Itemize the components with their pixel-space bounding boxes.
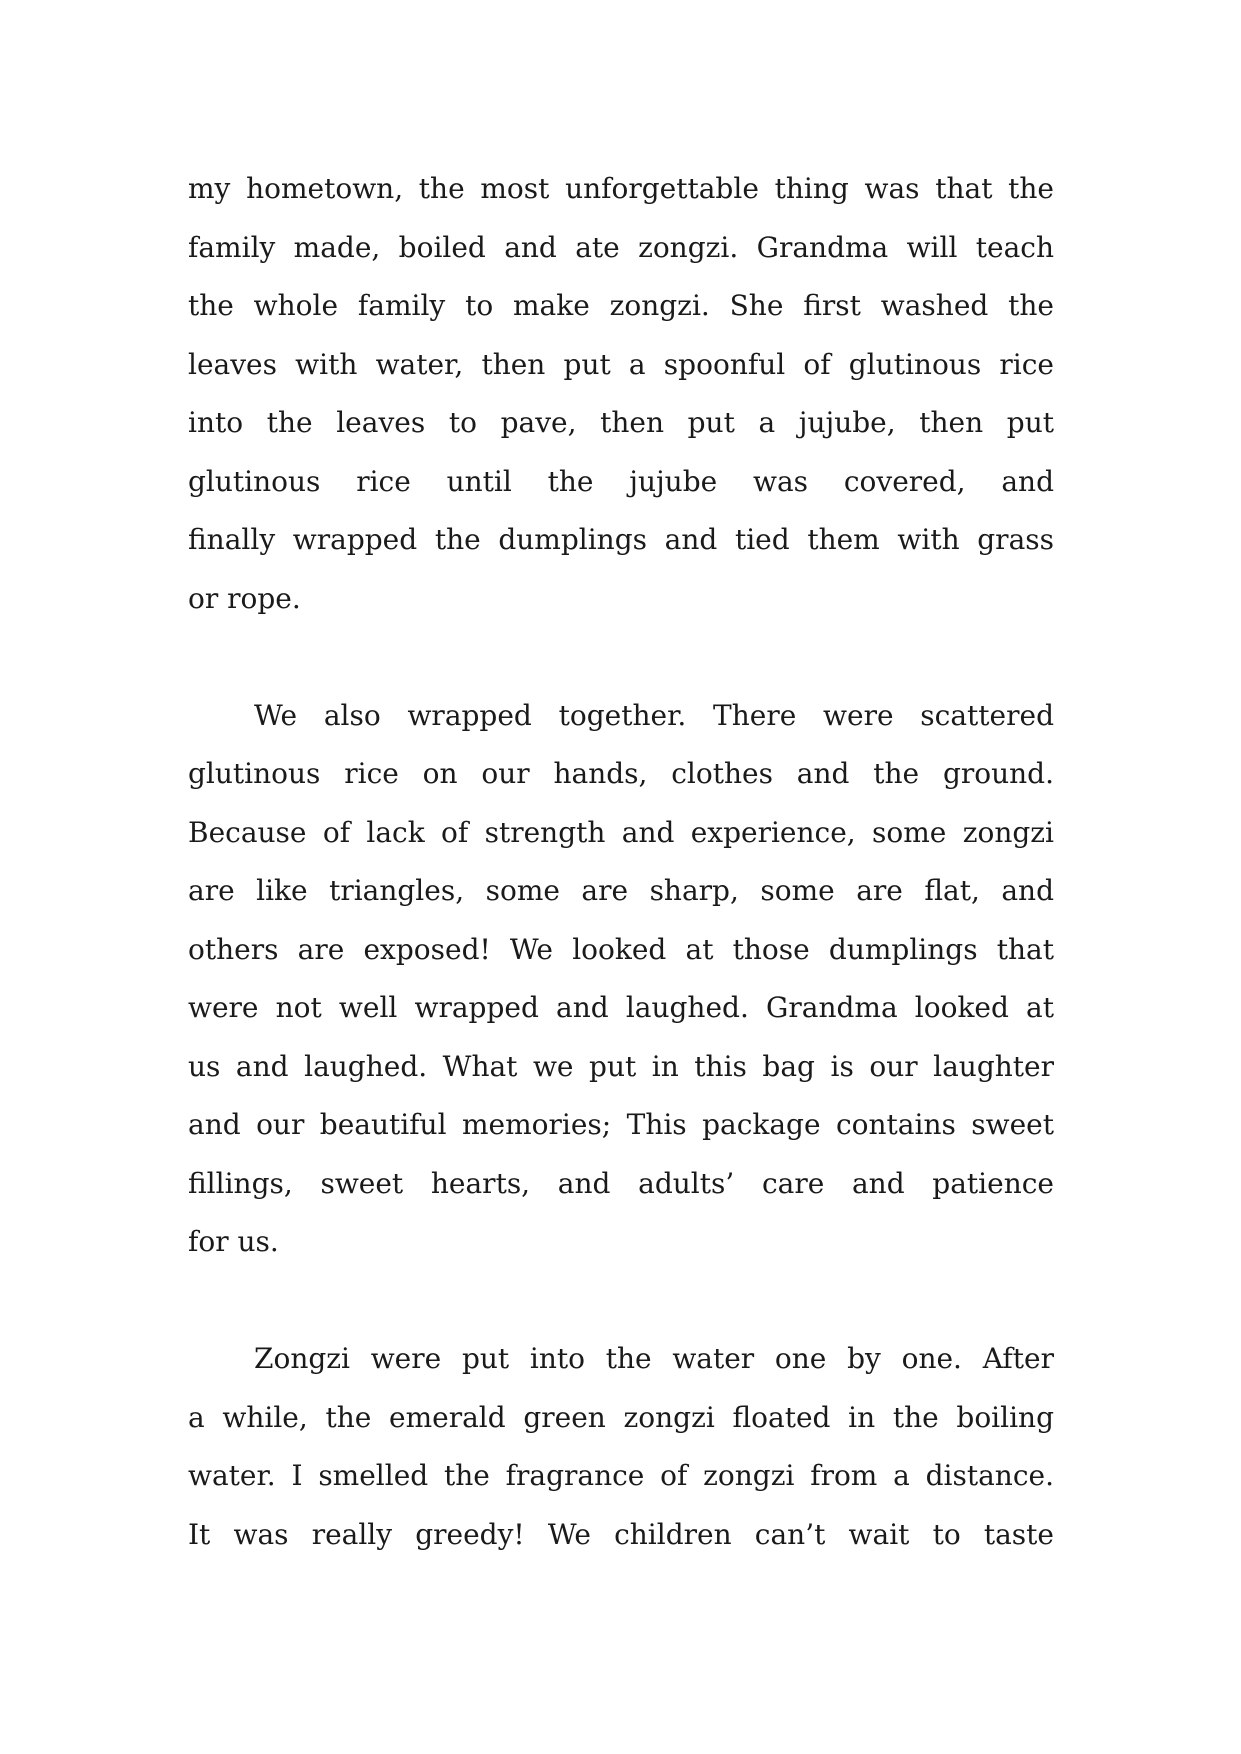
text-line: a while, the emerald green zongzi floated in the boiling — [188, 1400, 1054, 1434]
body-text — [188, 160, 1054, 1564]
paragraph-spacer — [188, 628, 1054, 687]
text-line: fillings, sweet hearts, and adults’ care and patience — [188, 1166, 1054, 1200]
text-line: leaves with water, then put a spoonful of glutinous rice — [188, 347, 1054, 381]
text-line: glutinous rice until the jujube was covered, and — [188, 464, 1054, 498]
text-line: family made, boiled and ate zongzi. Grandma will teach — [188, 230, 1054, 264]
paragraph-spacer — [188, 1272, 1054, 1331]
text-line: glutinous rice on our hands, clothes and the ground. — [188, 757, 1054, 790]
text-line: finally wrapped the dumplings and tied them with grass — [188, 523, 1054, 556]
text-line: for us. — [188, 1225, 279, 1258]
text-line: are like triangles, some are sharp, some are flat, and — [188, 874, 1054, 907]
paragraph-2 — [188, 687, 1054, 1272]
text-line: Zongzi were put into the water one by one. After — [254, 1342, 1054, 1375]
text-line: into the leaves to pave, then put a jujube, then put — [188, 406, 1054, 439]
text-line: my hometown, the most unforgettable thing was that the — [188, 172, 1054, 205]
text-line: Because of lack of strength and experience, some zongzi — [188, 815, 1054, 849]
text-line: us and laughed. What we put in this bag is our laughter — [188, 1049, 1054, 1083]
text-line: others are exposed! We looked at those dumplings that — [188, 932, 1054, 966]
text-line: or rope. — [188, 581, 301, 615]
text-line: and our beautiful memories; This package contains sweet — [188, 1108, 1054, 1141]
text-line: It was really greedy! We children can’t wait to taste — [188, 1517, 1054, 1551]
text-line: water. I smelled the fragrance of zongzi from a distance. — [188, 1459, 1054, 1492]
text-line: were not well wrapped and laughed. Grandma looked at — [188, 991, 1054, 1024]
text-line: the whole family to make zongzi. She first washed the — [188, 289, 1054, 322]
paragraph-3 — [188, 1330, 1054, 1564]
paragraph-1 — [188, 160, 1054, 628]
text-line: We also wrapped together. There were scattered — [254, 698, 1054, 732]
